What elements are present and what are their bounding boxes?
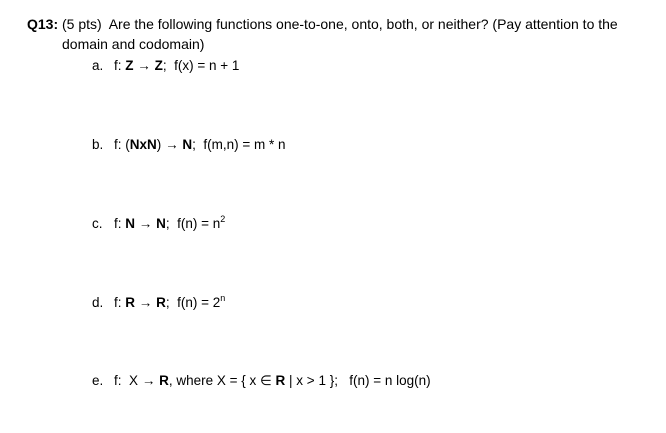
item-c (92, 215, 225, 233)
item-letter: a. (92, 58, 104, 73)
separator: ; (165, 216, 170, 231)
arrow-icon: → (141, 373, 156, 388)
f-prefix: f: (114, 58, 122, 73)
item-letter: d. (92, 295, 104, 310)
arrow-icon: → (138, 216, 153, 231)
domain: N (125, 216, 136, 231)
function-rule: f(m,n) = m * n (203, 137, 286, 152)
set-r: R (275, 373, 286, 388)
codomain: R (159, 373, 169, 388)
question-line-2: domain and codomain) (62, 36, 205, 52)
exponent: n (220, 292, 226, 303)
codomain: R (156, 295, 166, 310)
domain: Z (125, 58, 134, 73)
item-b (92, 136, 286, 154)
separator: ; (165, 295, 170, 310)
domain: X (129, 373, 139, 388)
function-rule: f(n) = n log(n) (349, 373, 431, 388)
where-clause: , where X = { x ∈ (168, 373, 272, 388)
domain-open-paren: ( (125, 137, 130, 152)
question-points: (5 pts) (62, 16, 102, 32)
domain: NxN (129, 137, 157, 152)
item-a (92, 57, 239, 75)
item-letter: b. (92, 137, 104, 152)
separator: ; (192, 137, 196, 152)
domain: R (125, 295, 136, 310)
function-rule: f(n) = n (177, 216, 221, 231)
item-d (92, 294, 225, 312)
f-prefix: f: (114, 216, 122, 231)
arrow-icon: → (138, 295, 153, 310)
function-rule: f(n) = 2 (177, 295, 221, 310)
f-prefix: f: (114, 295, 122, 310)
arrow-icon: → (165, 137, 179, 152)
item-letter: e. (92, 373, 104, 388)
f-prefix: f: (114, 373, 122, 388)
f-prefix: f: (114, 137, 122, 152)
function-rule: f(x) = n + 1 (174, 58, 240, 73)
item-letter: c. (92, 216, 103, 231)
arrow-icon: → (137, 58, 151, 73)
item-e (92, 372, 431, 390)
question-text-1: Are the following functions one-to-one, onto, both, or neither? (Pay attention to the (108, 16, 618, 32)
codomain: N (182, 137, 193, 152)
exponent: 2 (220, 213, 226, 224)
question-number: Q13: (27, 16, 59, 32)
domain-close-paren: ) (156, 137, 162, 152)
codomain: N (156, 216, 166, 231)
question-line-1 (27, 14, 652, 34)
set-condition: | x > 1 }; (289, 373, 338, 388)
question-header (27, 14, 652, 54)
separator: ; (162, 58, 167, 73)
codomain: Z (154, 58, 163, 73)
